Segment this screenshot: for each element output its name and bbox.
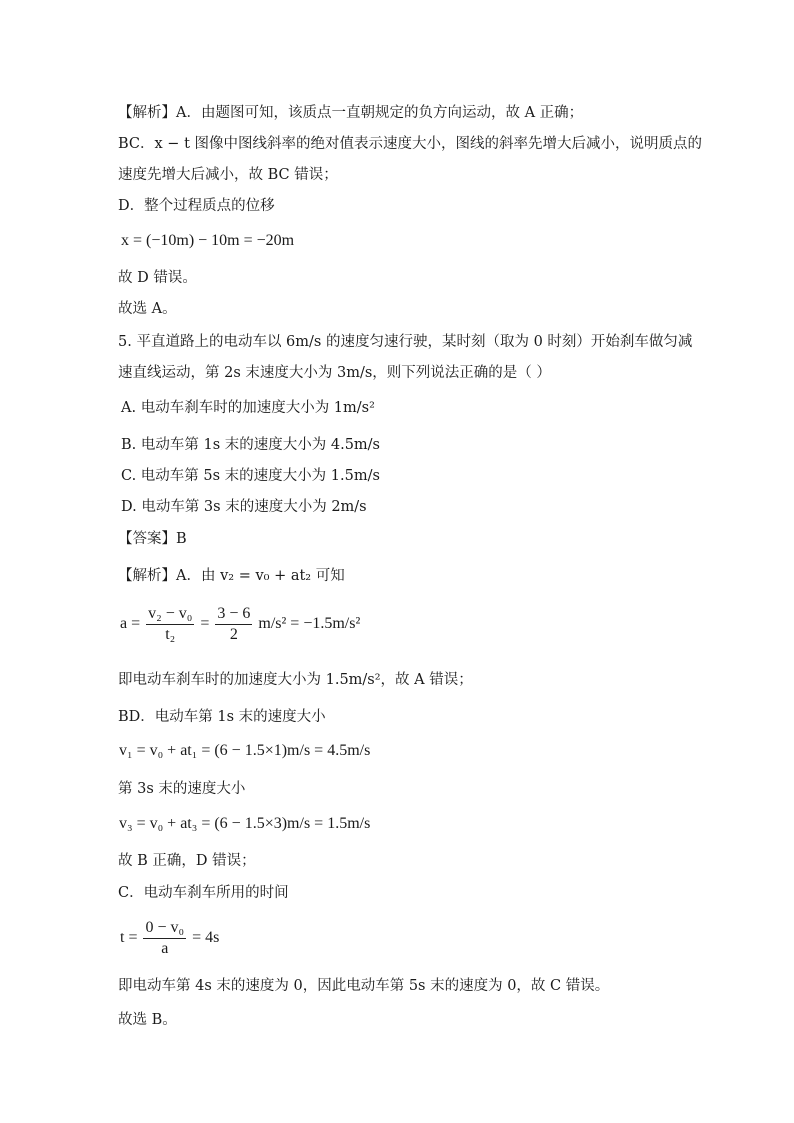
eq1-tail: m/s² = −1.5m/s² (258, 615, 361, 633)
eq1-numerator-2: 3 − 6 (215, 604, 252, 625)
analysis-q5-a-conclusion: 即电动车刹车时的加速度大小为 1.5m/s²，故 A 错误； (118, 672, 473, 688)
conclusion-d: 故 D 错误。 (118, 270, 197, 286)
answer-q5: 故选 B。 (118, 1012, 177, 1028)
option-d: D. 电动车第 3s 末的速度大小为 2m/s (121, 499, 367, 515)
analysis-q4-bc-2: 速度先增大后减小，故 BC 错误； (118, 167, 338, 183)
option-b: B. 电动车第 1s 末的速度大小为 4.5m/s (121, 437, 381, 453)
eq1-fraction-1 (146, 604, 194, 645)
eq1-denominator-1: t₂ (165, 626, 176, 643)
analysis-q5-3s: 第 3s 末的速度大小 (118, 781, 246, 797)
eq1-numerator-1: v₂ − v₀ (146, 604, 194, 625)
eq2-tail: = 4s (192, 929, 220, 947)
equation-acceleration (120, 604, 360, 645)
equation-time (120, 918, 219, 959)
analysis-q5-c-conclusion: 即电动车第 4s 末的速度为 0，因此电动车第 5s 末的速度为 0，故 C 错误。 (118, 978, 610, 994)
eq1-denominator-2: 2 (229, 626, 238, 643)
eq2-numerator: 0 − v₀ (143, 918, 186, 939)
equation-v1: v₁ = v₀ + at₁ = (6 − 1.5×1)m/s = 4.5m/s (119, 742, 371, 759)
analysis-q5-bd: BD．电动车第 1s 末的速度大小 (118, 709, 326, 725)
analysis-q4-d: D．整个过程质点的位移 (118, 198, 275, 214)
eq2-fraction (143, 918, 186, 959)
analysis-q5-a: 【解析】A．由 v₂ = v₀ + at₂ 可知 (118, 568, 345, 584)
eq2-denominator: a (161, 940, 169, 957)
answer-q4: 故选 A。 (118, 301, 177, 317)
analysis-q4-a: 【解析】A．由题图可知，该质点一直朝规定的负方向运动，故 A 正确； (118, 105, 584, 121)
eq1-fraction-2 (215, 604, 252, 645)
option-a: A. 电动车刹车时的加速度大小为 1m/s² (121, 400, 375, 416)
equation-displacement: x = (−10m) − 10m = −20m (121, 232, 295, 249)
eq1-equals: = (200, 615, 210, 633)
eq1-lhs: a = (120, 615, 141, 633)
option-c: C. 电动车第 5s 末的速度大小为 1.5m/s (121, 468, 380, 484)
answer-label: 【答案】B (118, 531, 187, 547)
question-5-line-1: 5. 平直道路上的电动车以 6m/s 的速度匀速行驶，某时刻（取为 0 时刻）开始刹车做匀减 (118, 334, 693, 350)
question-5-line-2: 速直线运动，第 2s 末速度大小为 3m/s，则下列说法正确的是（ ） (118, 365, 551, 381)
analysis-q4-bc-1: BC．x − t 图像中图线斜率的绝对值表示速度大小，图线的斜率先增大后减小，说明质点的 (118, 136, 702, 152)
eq2-lhs: t = (120, 929, 138, 947)
equation-v3: v₃ = v₀ + at₃ = (6 − 1.5×3)m/s = 1.5m/s (119, 815, 371, 832)
conclusion-bd: 故 B 正确，D 错误； (118, 853, 256, 869)
analysis-q5-c: C．电动车刹车所用的时间 (118, 885, 289, 901)
